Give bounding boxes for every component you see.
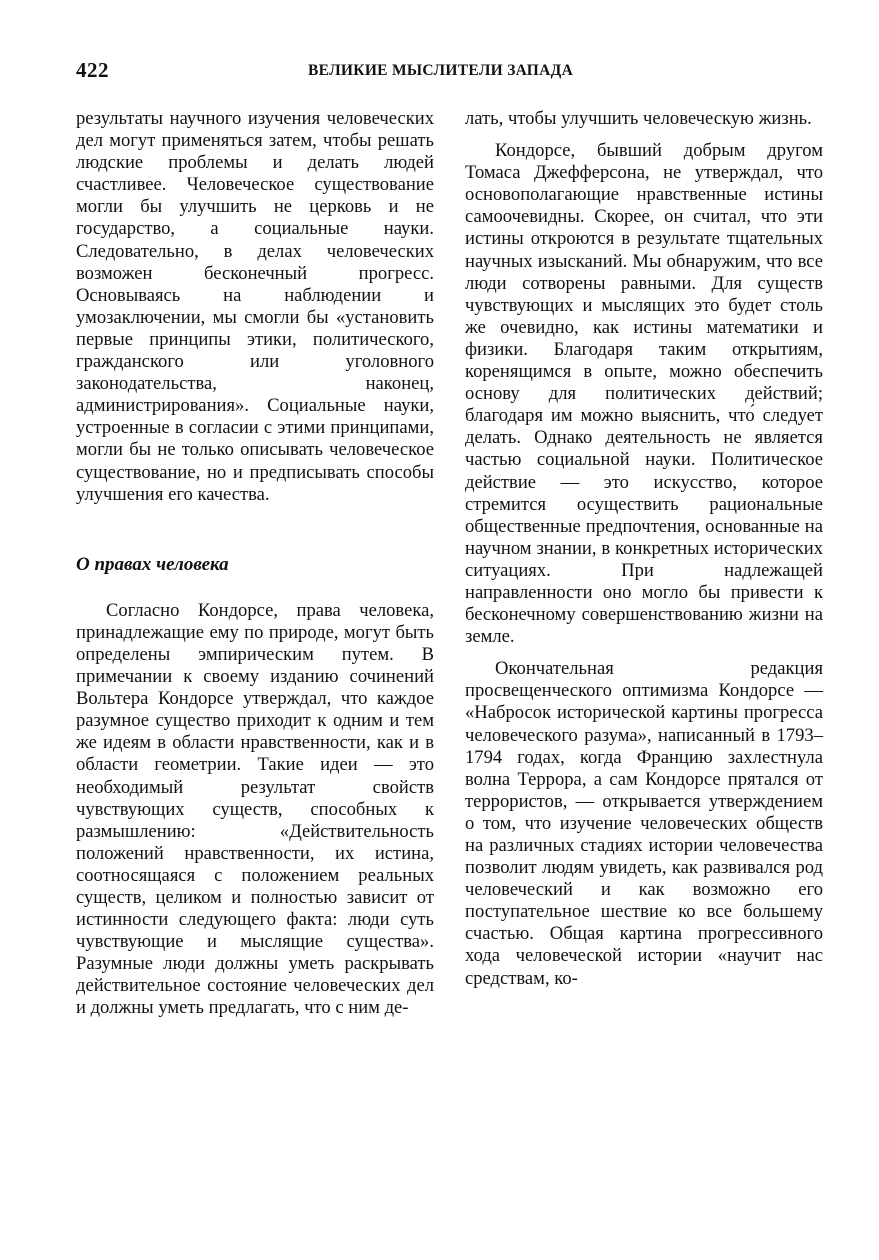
page-number: 422 [76,58,109,82]
left-column [76,108,434,1020]
right-paragraph-2: Кондорсе, бывший добрым другом Томаса Джефферсона, не утверждал, что основополагающие нравственные истины самоочевидны. Скорее, он считал, что эти истины откроются в результате тщательных научных изысканий. Мы обнаружим, что все люди сотворены равными. Для существ чувствующих и мыслящих это будет столь же очевидно, как истины математики и физики. Благодаря таким открытиям, коренящимся в опыте, можно обеспечить основу для политических действий; благодаря им можно выяснить, что́ следует делать. Однако деятельность не является частью социальной науки. Политическое действие — это искусство, которое стремится осуществить рациональные общественные предпочтения, основанные на научном знании, в конкретных исторических ситуациях. При надлежащей направленности оно могло бы привести к бесконечному совершенствованию жизни на земле. [465,140,823,648]
running-title: ВЕЛИКИЕ МЫСЛИТЕЛИ ЗАПАДА [308,62,574,79]
page-header [76,50,823,84]
right-paragraph-3: Окончательная редакция просвещенческого оптимизма Кондорсе — «Набросок исторической картины прогресса человеческого разума», написанный в 1793–1794 годах, когда Францию захлестнула волна Террора, а сам Кондорсе прятался от террористов, — открывается утверждением о том, что изучение человеческих обществ на различных стадиях истории человечества позволит людям увидеть, как развивался род человеческий и как возможно его поступательное шествие ко все большему счастью. Общая картина прогрессивного хода человеческой истории «научит нас средствам, ко- [465,658,823,989]
section-title: О правах человека [76,553,229,575]
left-paragraph-2: Согласно Кондорсе, права человека, принадлежащие ему по природе, могут быть определены эмпирическим путем. В примечании к своему изданию сочинений Вольтера Кондорсе утверждал, что каждое разумное существо приходит к одним и тем же идеям в области нравственности, как и в области геометрии. Такие идеи — это необходимый результат свойств чувствующих существ, способных к размышлению: «Действительность положений нравственности, их истина, соотносящаяся с положением реальных существ, целиком и полностью зависит от истинности следующего факта: люди суть чувствующие и мыслящие существа». Разумные люди должны уметь раскрывать действительное состояние человеческих дел и должны уметь предлагать, что с ним де- [76,599,434,1019]
left-paragraph-1: результаты научного изучения человеческих дел могут применяться затем, чтобы решать людские проблемы и делать людей счастливее. Человеческое существование могли бы улучшить не церковь и не государство, а социальные науки. Следовательно, в делах человеческих возможен бесконечный прогресс. Основываясь на наблюдении и умозаключении, мы смогли бы «установить первые принципы этики, политического, гражданского или уголовного законодательства, наконец, администрирования». Социальные науки, устроенные в согласии с этими принципами, могли бы не только описывать человеческое существование, но и предписывать способы улучшения его качества. [76,108,434,505]
right-paragraph-1: лать, чтобы улучшить человеческую жизнь. [465,108,812,129]
right-column [465,108,823,990]
